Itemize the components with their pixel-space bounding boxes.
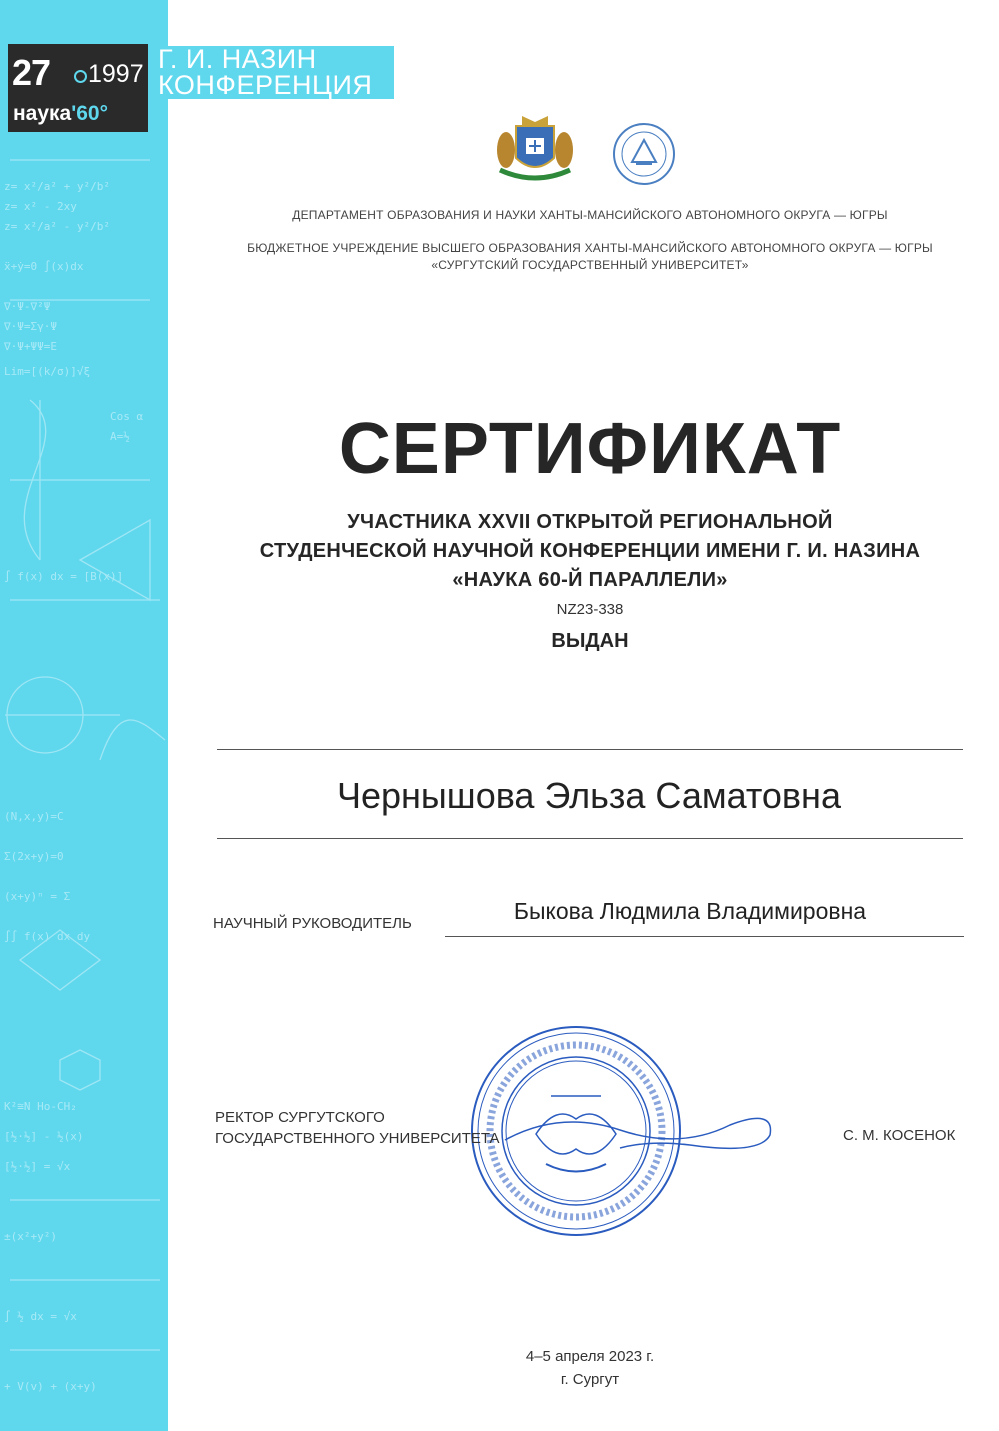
certificate-title: СЕРТИФИКАТ <box>338 409 842 489</box>
issued-label: ВЫДАН <box>551 630 629 652</box>
university-logo-icon <box>612 122 676 186</box>
svg-text:∇·Ψ=Σγ·Ψ: ∇·Ψ=Σγ·Ψ <box>4 320 57 333</box>
svg-text:∫ f(x) dx = [B(x)]: ∫ f(x) dx = [B(x)] <box>4 570 124 583</box>
badge-number: 27 <box>12 52 51 93</box>
certificate-subtitle-line3: «НАУКА 60-Й ПАРАЛЛЕЛИ» <box>452 569 728 591</box>
svg-text:A=½: A=½ <box>110 430 130 443</box>
svg-text:K²≅N Ho-CH₂: K²≅N Ho-CH₂ <box>4 1100 77 1113</box>
department-name: ДЕПАРТАМЕНТ ОБРАЗОВАНИЯ И НАУКИ ХАНТЫ-МАНСИЙСКОГО АВТОНОМНОГО ОКРУГА — ЮГРЫ <box>292 208 888 222</box>
certificate-code: NZ23-338 <box>556 601 624 618</box>
svg-text:(N,x,y)=C: (N,x,y)=C <box>4 810 64 823</box>
university-name: «СУРГУТСКИЙ ГОСУДАРСТВЕННЫЙ УНИВЕРСИТЕТ» <box>431 258 749 272</box>
divider-bottom <box>217 838 963 839</box>
formula-pattern-icon <box>0 0 168 1431</box>
svg-text:z= x² - 2xy: z= x² - 2xy <box>4 200 77 213</box>
badge-dot-icon <box>74 70 87 83</box>
decorative-sidebar <box>0 0 168 1431</box>
recipient-name: Чернышова Эльза Саматовна <box>337 775 841 816</box>
supervisor-label: НАУЧНЫЙ РУКОВОДИТЕЛЬ <box>213 915 412 932</box>
yugra-coat-of-arms-icon <box>494 112 576 186</box>
divider-top <box>217 749 963 750</box>
conference-name: Г. И. НАЗИН <box>158 44 317 74</box>
svg-text:z= x²/a² - y²/b²: z= x²/a² - y²/b² <box>4 220 110 233</box>
badge-nauka: наука'60° <box>13 102 108 125</box>
rector-name: С. М. КОСЕНОК <box>843 1127 956 1144</box>
svg-text:∫ ½ dx = √x: ∫ ½ dx = √x <box>4 1310 77 1323</box>
event-date: 4–5 апреля 2023 г. <box>525 1348 655 1365</box>
svg-text:Σ(2x+y)=0: Σ(2x+y)=0 <box>4 850 64 863</box>
svg-text:+ V(v) + (x+y): + V(v) + (x+y) <box>4 1380 97 1393</box>
svg-text:z= x²/a² + y²/b²: z= x²/a² + y²/b² <box>4 180 110 193</box>
institution-name: БЮДЖЕТНОЕ УЧРЕЖДЕНИЕ ВЫСШЕГО ОБРАЗОВАНИЯ ХАНТЫ-МАНСИЙСКОГО АВТОНОМНОГО ОКРУГА — ЮГРЫ <box>247 241 933 255</box>
conference-word: КОНФЕРЕНЦИЯ <box>158 70 373 100</box>
svg-text:Cos α: Cos α <box>110 410 144 423</box>
svg-text:∇·Ψ+ΨΨ=Ε: ∇·Ψ+ΨΨ=Ε <box>4 340 57 353</box>
certificate-subtitle-line1: УЧАСТНИКА XXVII ОТКРЫТОЙ РЕГИОНАЛЬНОЙ <box>347 511 833 533</box>
svg-text:(x+y)ⁿ = Σ: (x+y)ⁿ = Σ <box>4 890 71 903</box>
certificate-subtitle-line2: СТУДЕНЧЕСКОЙ НАУЧНОЙ КОНФЕРЕНЦИИ ИМЕНИ Г. И. НАЗИНА <box>259 540 921 562</box>
rector-title: РЕКТОР СУРГУТСКОГО ГОСУДАРСТВЕННОГО УНИВЕРСИТЕТА <box>215 1109 500 1147</box>
rector-signature-icon <box>500 1100 780 1160</box>
event-city: г. Сургут <box>560 1371 620 1388</box>
svg-text:ẍ+ẏ=0 ∫(x)dx: ẍ+ẏ=0 ∫(x)dx <box>4 260 84 273</box>
svg-text:[½·½] = √x: [½·½] = √x <box>4 1160 71 1173</box>
svg-text:∇·Ψ-∇²Ψ: ∇·Ψ-∇²Ψ <box>4 300 51 313</box>
supervisor-underline <box>445 936 964 937</box>
svg-text:∫∫ f(x) dx dy: ∫∫ f(x) dx dy <box>4 930 91 943</box>
svg-text:Lim=[(k/σ)]√ξ: Lim=[(k/σ)]√ξ <box>4 365 91 378</box>
supervisor-name: Быкова Людмила Владимировна <box>513 898 867 924</box>
svg-text:±(x²+y²): ±(x²+y²) <box>4 1230 57 1243</box>
badge-year: 1997 <box>88 60 144 88</box>
svg-text:[½·½] - ½(x): [½·½] - ½(x) <box>4 1130 84 1143</box>
